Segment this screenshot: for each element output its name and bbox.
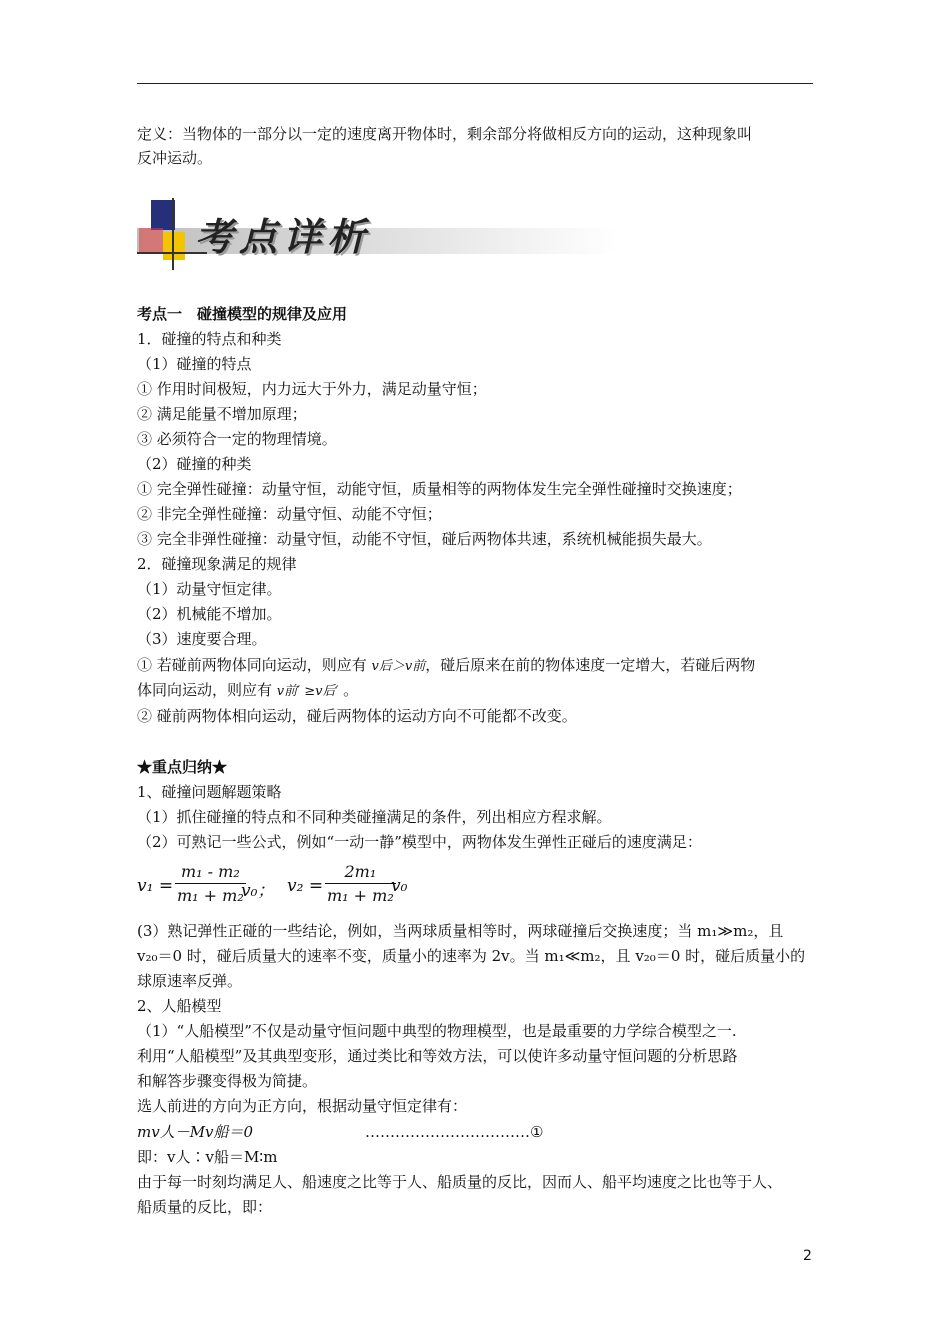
list-item: ① 作用时间极短，内力远大于外力，满足动量守恒； [137, 380, 487, 398]
fraction-denominator: m₁ + m₂ [327, 886, 394, 905]
list-item: 1．碰撞的特点和种类 [137, 330, 282, 348]
summary-heading: ★重点归纳★ [137, 758, 228, 776]
summary-line: 球原速率反弹。 [137, 972, 243, 990]
list-item: ② 满足能量不增加原理； [137, 405, 307, 423]
summary-line: （2）可熟记一些公式，例如“一动一静”模型中，两物体发生弹性正碰后的速度满足： [137, 833, 702, 851]
summary-line: (3）熟记弹性正碰的一些结论，例如，当两球质量相等时，两球碰撞后交换速度；当 m₁≫m₂，且 [137, 922, 784, 940]
elastic-collision-formula [137, 858, 557, 918]
formula-tail-2: v₀ [391, 876, 408, 896]
page-number: 2 [803, 1248, 812, 1264]
section-heading: 考点一 碰撞模型的规律及应用 [137, 305, 348, 323]
equation-marker: ……………………………① [365, 1123, 544, 1141]
formula-fraction-1 [175, 862, 246, 905]
summary-line: 2、人船模型 [137, 997, 222, 1015]
list-item: （2）碰撞的种类 [137, 455, 252, 473]
list-item: ① 完全弹性碰撞：动量守恒，动能守恒，质量相等的两物体发生完全弹性碰撞时交换速度； [137, 480, 742, 498]
banner-title: 考点详析 [195, 214, 372, 259]
velocity-ratio-equation: 即：v人∶v船＝M∶m [137, 1148, 278, 1166]
formula-v1: v₁ = [137, 876, 174, 896]
summary-line: v₂₀＝0 时，碰后质量大的速率不变，质量小的速率为 2v。当 m₁≪m₂，且 v₂₀＝0 时，碰后质量小的 [137, 947, 806, 965]
rule-2: ② 碰前两物体相向运动，碰后两物体的运动方向不可能都不改变。 [137, 707, 577, 725]
rule-1-line-1 [137, 655, 755, 677]
fraction-numerator: m₁ - m₂ [181, 862, 240, 881]
fraction-numerator: 2m₁ [344, 862, 377, 881]
definition-line-2: 反冲运动。 [137, 149, 213, 167]
section-banner [137, 198, 617, 272]
summary-line: 选人前进的方向为正方向，根据动量守恒定律有： [137, 1097, 468, 1115]
rule-text: 体同向运动，则应有 [137, 681, 277, 699]
list-item: （1）动量守恒定律。 [137, 580, 282, 598]
list-item: ② 非完全弹性碰撞：动量守恒、动能不守恒； [137, 505, 442, 523]
formula-v2: v₂ = [287, 876, 324, 896]
rule-inequality: v前′ ≥v后′ [276, 684, 339, 699]
definition-line-1: 定义：当物体的一部分以一定的速度离开物体时，剩余部分将做相反方向的运动，这种现象叫 [137, 125, 753, 143]
header-rule [137, 83, 813, 84]
list-item: 2．碰撞现象满足的规律 [137, 555, 297, 573]
formula-tail-1: v₀； [241, 881, 275, 901]
list-item: （3）速度要合理。 [137, 630, 267, 648]
rule-text: ① 若碰前两物体同向运动，则应有 [137, 656, 372, 674]
rule-1-line-2 [137, 680, 358, 702]
fraction-denominator: m₁ + m₂ [177, 886, 244, 905]
list-item: （2）机械能不增加。 [137, 605, 282, 623]
summary-line: 利用“人船模型”及其典型变形，通过类比和等效方法，可以使许多动量守恒问题的分析思路 [137, 1047, 738, 1065]
summary-line: （1）“人船模型”不仅是动量守恒问题中典型的物理模型，也是最重要的力学综合模型之一. [137, 1022, 737, 1040]
summary-line: （1）抓住碰撞的特点和不同种类碰撞满足的条件，列出相应方程求解。 [137, 808, 612, 826]
rule-text: ，碰后原来在前的物体速度一定增大，若碰后两物 [425, 656, 756, 674]
list-item: ③ 完全非弹性碰撞：动量守恒，动能不守恒，碰后两物体共速，系统机械能损失最大。 [137, 530, 712, 548]
list-item: ③ 必须符合一定的物理情境。 [137, 430, 337, 448]
list-item: （1）碰撞的特点 [137, 355, 252, 373]
rule-text: 。 [338, 681, 359, 699]
summary-line: 船质量的反比，即： [137, 1198, 273, 1216]
summary-line: 1、碰撞问题解题策略 [137, 783, 282, 801]
summary-line: 和解答步骤变得极为简捷。 [137, 1072, 318, 1090]
formula-fraction-2 [325, 862, 396, 905]
momentum-equation: mv人－Mv船＝0 [137, 1123, 254, 1141]
summary-line: 由于每一时刻均满足人、船速度之比等于人、船质量的反比，因而人、船平均速度之比也等于人、 [137, 1173, 783, 1191]
rule-inequality: v后＞v前 [371, 659, 426, 674]
